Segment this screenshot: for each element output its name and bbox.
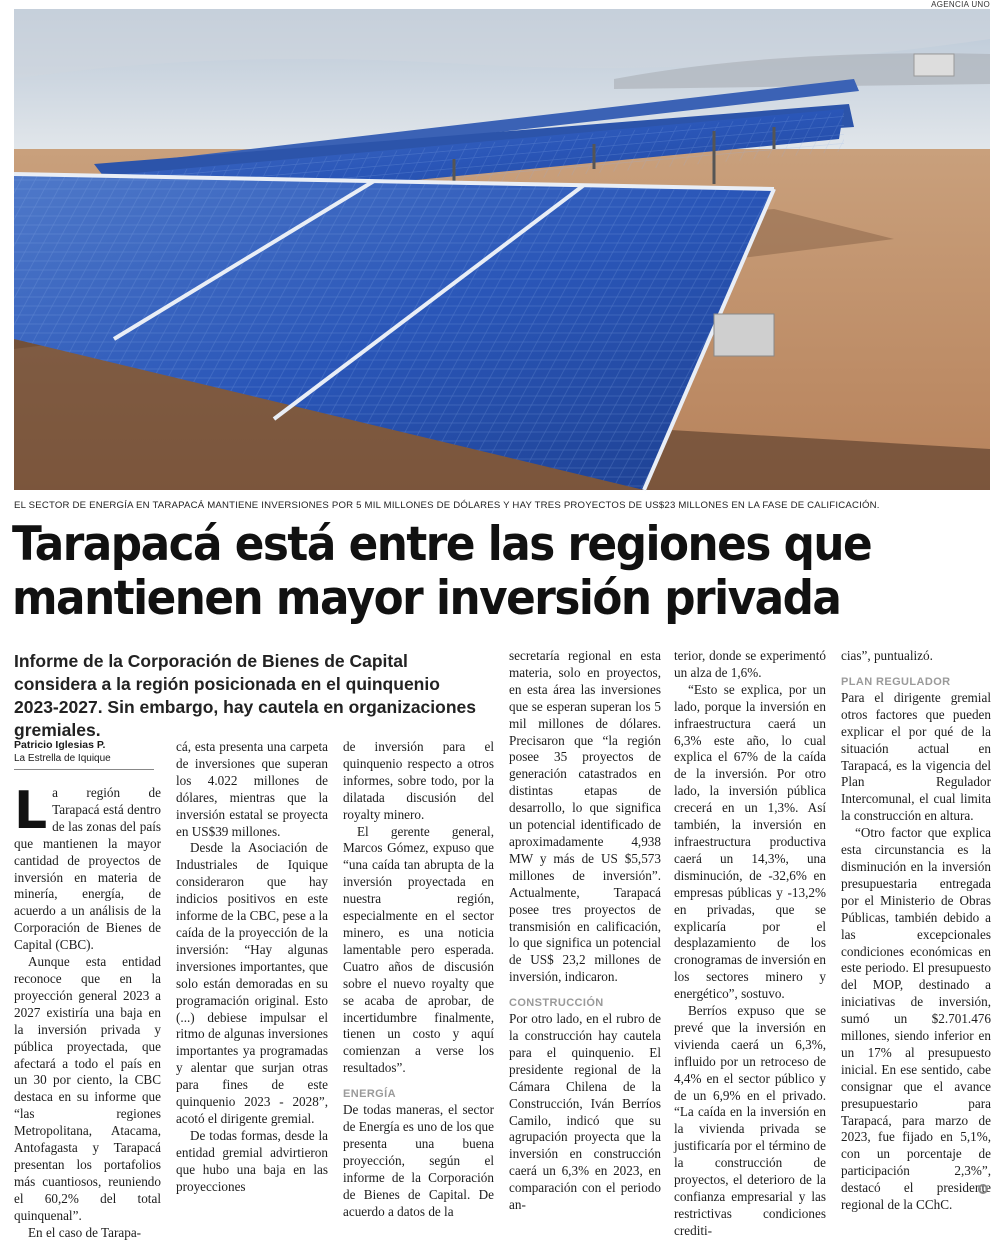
article-paragraph: Para el dirigente gremial otros factores que pueden explicar el por qué de la situación actual en Tarapacá, es la vigencia del Plan Regulador Intercomunal, el cual limita la construcción en altura. bbox=[841, 689, 991, 824]
article-paragraph: secretaría regional en esta materia, solo en proyectos, en esta área las inversiones que se esperan superan los 5 mil millones de dólares. Precisaron que “la región posee 35 proyectos de generación catastrados en distintas etapas de desarrollo, lo que significa un potencial identificado de aproximadamente 4,938 MW y más de US $5,573 millones de inversión”. Actualmente, Tarapacá posee tres proyectos de transmisión en calificación, lo que significa un potencial de US$ 23,2 millones de inversión, indicaron. bbox=[509, 648, 661, 985]
article-paragraph: De todas formas, desde la entidad gremial advirtieron que hubo una baja en las proyecciones bbox=[176, 1127, 328, 1194]
dropcap: L bbox=[14, 781, 48, 841]
article-column-3 bbox=[343, 739, 494, 1220]
article-paragraph: En el caso de Tarapa- bbox=[28, 1224, 142, 1240]
byline-author: Patricio Iglesias P. bbox=[14, 739, 106, 751]
headline-line-1: Tarapacá está entre las regiones que bbox=[12, 517, 872, 572]
section-heading-construccion: CONSTRUCCIÓN bbox=[509, 997, 604, 1010]
section-heading-energia: ENERGÍA bbox=[343, 1088, 396, 1101]
headline bbox=[12, 518, 923, 626]
byline bbox=[14, 739, 154, 770]
headline-line-2: mantienen mayor inversión privada bbox=[12, 571, 841, 626]
article-paragraph: Berríos expuso que se prevé que la inversión en vivienda caerá un 6,3%, influido por un retroceso de 4,4% en el sector público y de un 6,9% en el privado. “La caída en la inversión en la vivienda privada se justificaría por el término de la construcción de proyectos, el deterioro de la confianza empresarial y las restrictivas condiciones crediti- bbox=[674, 1003, 826, 1238]
section-heading-plan-regulador: PLAN REGULADOR bbox=[841, 675, 951, 688]
photo-credit: AGENCIA UNO bbox=[931, 0, 990, 9]
article-column-4 bbox=[509, 648, 661, 1214]
article-paragraph: De todas maneras, el sector de Energía es uno de los que presenta una buena proyección, según el informe de la Corporación de Bienes de Capital. De acuerdo a datos de la bbox=[343, 1102, 494, 1219]
solar-panels-photo bbox=[14, 9, 990, 490]
paragraph-text: a región de Tarapacá está dentro de las zonas del país que mantienen la mayor cantidad de proyectos de inversión en materia de minería, energía, de acuerdo a un análisis de la Corporación de Bienes de Capital (CBC). bbox=[14, 785, 161, 953]
article-column-2 bbox=[176, 739, 328, 1195]
article-paragraph: cias”, puntualizó. bbox=[841, 648, 933, 663]
article-paragraph bbox=[14, 781, 161, 954]
article-paragraph: de inversión para el quinquenio respecto a otros informes, sobre todo, por la dilatada discusión del royalty minero. bbox=[343, 739, 494, 822]
article-paragraph: terior, donde se experimentó un alza de 1,6%. bbox=[674, 648, 826, 680]
solar-panels-illustration bbox=[14, 9, 990, 490]
article-paragraph: Aunque esta entidad reconoce que en la proyección general 2023 a 2027 existiría una baja en la inversión privada y pública proyectada, que afectará a todo el país en un 30 por ciento, la CBC destaca en su informe que “las regiones Metropolitana, Atacama, Antofagasta y Tarapacá presentan los portafolios más cuantiosos, reuniendo el 60,2% del total quinquenal”. bbox=[14, 954, 161, 1223]
deck-subtitle: Informe de la Corporación de Bienes de Capital considera a la región posicionada en el quinquenio 2023-2027. Sin embargo, hay cautela en organizaciones gremiales. bbox=[14, 651, 476, 740]
end-of-article-icon bbox=[978, 1184, 988, 1194]
article-paragraph: El gerente general, Marcos Gómez, expuso que “una caída tan abrupta de la inversión proyectada en nuestra región, especialmente en el sector minero, es una noticia lamentable pero esperada. Cuatro años de discusión sobre el nuevo royalty que se acaba de aprobar, de incertidumbre finalmente, tienen un costo y aquí comienzan a verse los resultados”. bbox=[343, 823, 494, 1076]
article-paragraph: “Esto se explica, por un lado, porque la inversión en infraestructura caerá un 6,3% este año, lo cual explica el 67% de la caída de la inversión. Por otro lado, la inversión pública crecerá en un 1,3%. Así también, la inversión en infraestructura productiva caerá un 14,3%, una disminución, de -32,6% en empresas públicas y -13,2% en privadas, que se explicaría por el desplazamiento de los cronogramas de inversión en los sectores minero y energético”, sostuvo. bbox=[674, 681, 826, 1002]
photo-caption: EL SECTOR DE ENERGÍA EN TARAPACÁ MANTIENE INVERSIONES POR 5 MIL MILLONES DE DÓLARES Y HAY TRES PROYECTOS DE US$23 MILLONES EN LA FASE DE CALIFICACIÓN. bbox=[14, 500, 880, 511]
article-column-5 bbox=[674, 648, 826, 1240]
article-column-1 bbox=[14, 781, 161, 1241]
article-column-6 bbox=[841, 648, 991, 1214]
article-paragraph: “Otro factor que explica esta circunstancia es la disminución en la inversión presupuestaria entregada por el Ministerio de Obras Públicas, también debido a las excepcionales condiciones económicas en este periodo. El presupuesto del MOP, destinado a iniciativas de inversión, sumó un $2.701.476 millones, siendo inferior en un 17% al presupuesto inicial. En ese sentido, cabe consignar que el avance presupuestario para Tarapacá, para marzo de 2023, fue fijado en 5,1%, con un porcentaje de participación 2,3%”, destacó el presidente regional de la CChC. bbox=[841, 825, 991, 1213]
byline-outlet: La Estrella de Iquique bbox=[14, 753, 111, 764]
article-paragraph: Desde la Asociación de Industriales de Iquique consideraron que hay indicios positivos en este informe de la CBC, pese a la caída de la proyección de la inversión: “Hay algunas inversiones importantes, que solo están demoradas en su programación original. Esto (...) debiese impulsar el ritmo de algunas inversiones importantes ya programadas y alentar que surjan otras para fines de este quinquenio 2023 - 2028”, acotó el dirigente gremial. bbox=[176, 840, 328, 1126]
article-paragraph: cá, esta presenta una carpeta de inversiones que superan los 4.022 millones de dólares, mientras que la inversión estatal se proyecta en US$39 millones. bbox=[176, 739, 328, 839]
article-paragraph: Por otro lado, en el rubro de la construcción hay cautela para el quinquenio. El presidente regional de la Cámara Chilena de la Construcción, Iván Berríos Camilo, indicó que su agrupación proyecta que la inversión en construcción caerá un 6,3% en 2023, en comparación con el periodo an- bbox=[509, 1011, 661, 1213]
